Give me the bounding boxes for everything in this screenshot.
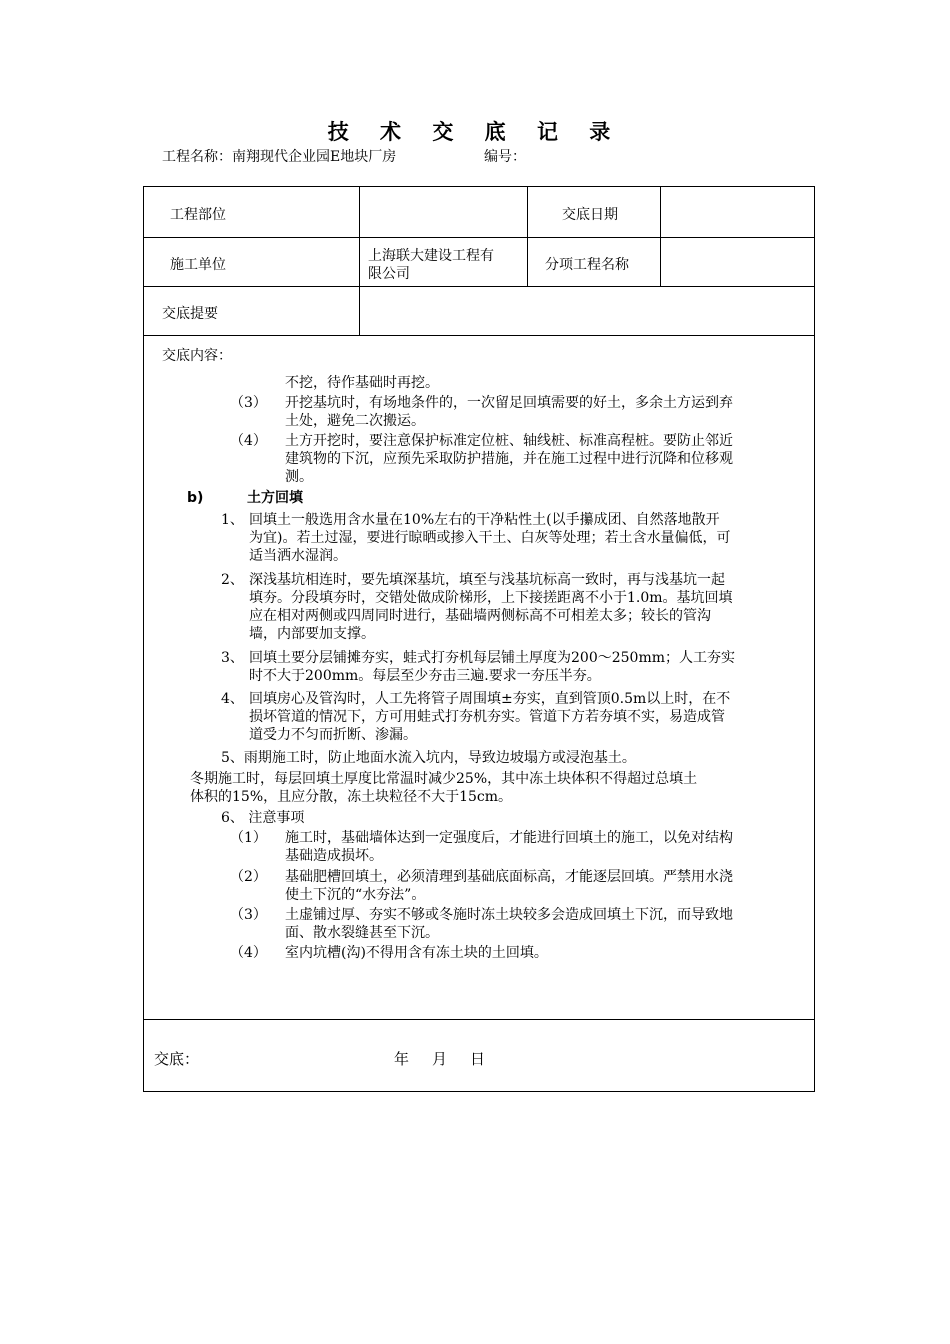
item-number: 3、 (221, 650, 244, 666)
content-line: 墙，内部要加支撑。 (249, 626, 375, 642)
content-line: 面、散水裂缝甚至下沉。 (285, 925, 439, 941)
item-number: 4、 (221, 691, 244, 707)
content-line: 室内坑槽(沟)不得用含有冻土块的土回填。 (285, 945, 548, 961)
content-line: 深浅基坑相连时，要先填深基坑，填至与浅基坑标高一致时，再与浅基坑一起 (249, 572, 725, 588)
project-name-line (162, 146, 396, 166)
content-line: 填夯。分段填夯时，交错处做成阶梯形，上下接搓距离不小于1.0m。基坑回填 (249, 590, 733, 606)
item-number: （1） (230, 830, 267, 846)
row-divider (144, 335, 814, 336)
sign-month: 月 (432, 1050, 448, 1068)
project-label: 工程名称： (162, 149, 232, 165)
sign-year: 年 (394, 1050, 410, 1068)
content-line: 应在相对两侧或四周同时进行，基础墙两侧标高不可相差太多；较长的管沟 (249, 608, 711, 624)
item-number: （2） (230, 869, 267, 885)
content-line: 建筑物的下沉，应预先采取防护措施，并在施工过程中进行沉降和位移观 (285, 451, 733, 467)
unit-value-line1: 上海联大建设工程有 (368, 248, 494, 264)
content-line: 土处，避免二次搬运。 (285, 413, 425, 429)
sign-day: 日 (470, 1050, 486, 1068)
row-divider (144, 237, 814, 238)
content-line: 道受力不匀而折断、渗漏。 (249, 727, 417, 743)
content-line: 测。 (285, 469, 313, 485)
unit-label: 施工单位 (170, 257, 226, 273)
subitem-label: 分项工程名称 (545, 257, 629, 273)
page-title: 技 术 交 底 记 录 (327, 120, 623, 144)
disclosure-form (143, 186, 815, 1092)
content-line: 适当洒水湿润。 (249, 548, 347, 564)
col-divider (359, 187, 360, 335)
item-number: （3） (230, 395, 267, 411)
summary-label: 交底提要 (162, 306, 218, 322)
part-label: 工程部位 (170, 207, 226, 223)
content-line: 回填土一般选用含水量在10%左右的干净粘性土(以手攥成团、自然落地散开 (249, 512, 720, 528)
row-divider (144, 286, 814, 287)
content-line: 不挖，待作基础时再挖。 (285, 375, 439, 391)
item-number: 2、 (221, 572, 244, 588)
content-line: 土虚铺过厚、夯实不够或冬施时冻土块较多会造成回填土下沉，而导致地 (285, 907, 733, 923)
date-label: 交底日期 (562, 207, 618, 223)
item-number: 1、 (221, 512, 244, 528)
content-label: 交底内容： (162, 348, 232, 364)
item-number: （3） (230, 907, 267, 923)
content-line: 回填土要分层铺摊夯实，蛙式打夯机每层铺土厚度为200～250mm；人工夯实 (249, 650, 735, 666)
content-line: 开挖基坑时，有场地条件的，一次留足回填需要的好土，多余土方运到弃 (285, 395, 733, 411)
project-name: 南翔现代企业园E地块厂房 (232, 149, 397, 165)
content-line: 冬期施工时，每层回填土厚度比常温时减少25%，其中冻土块体积不得超过总填土 (190, 771, 698, 787)
content-line: 施工时，基础墙体达到一定强度后，才能进行回填土的施工，以免对结构 (285, 830, 733, 846)
content-line: 体积的15%，且应分散，冻土块粒径不大于15cm。 (190, 789, 513, 805)
content-line: 6、 注意事项 (221, 810, 305, 826)
content-line: 基础造成损坏。 (285, 848, 383, 864)
content-line: 使土下沉的“水夯法”。 (285, 887, 426, 903)
unit-value-line2: 限公司 (368, 266, 410, 282)
number-label: 编号： (484, 149, 526, 165)
content-line: 回填房心及管沟时，人工先将管子周围填±夯实，直到管顶0.5m以上时，在不 (249, 691, 731, 707)
content-line: 5、雨期施工时，防止地面水流入坑内，导致边坡塌方或浸泡基土。 (221, 750, 636, 766)
col-divider (660, 187, 661, 286)
content-line: 损坏管道的情况下，方可用蛙式打夯机夯实。管道下方若夯填不实，易造成管 (249, 709, 725, 725)
section-title: 土方回填 (247, 490, 303, 506)
sign-label: 交底： (154, 1050, 200, 1068)
content-line: 时不大于200mm。每层至少夯击三遍.要求一夯压半夯。 (249, 668, 601, 684)
section-marker: b) (187, 490, 204, 506)
item-number: （4） (230, 433, 267, 449)
row-divider (144, 1019, 814, 1020)
item-number: （4） (230, 945, 267, 961)
content-line: 基础肥槽回填土，必须清理到基础底面标高，才能逐层回填。严禁用水浇 (285, 869, 733, 885)
col-divider (527, 187, 528, 286)
content-line: 土方开挖时，要注意保护标准定位桩、轴线桩、标准高程桩。要防止邻近 (285, 433, 733, 449)
content-line: 为宜)。若土过湿，要进行晾晒或掺入干土、白灰等处理；若土含水量偏低，可 (249, 530, 731, 546)
